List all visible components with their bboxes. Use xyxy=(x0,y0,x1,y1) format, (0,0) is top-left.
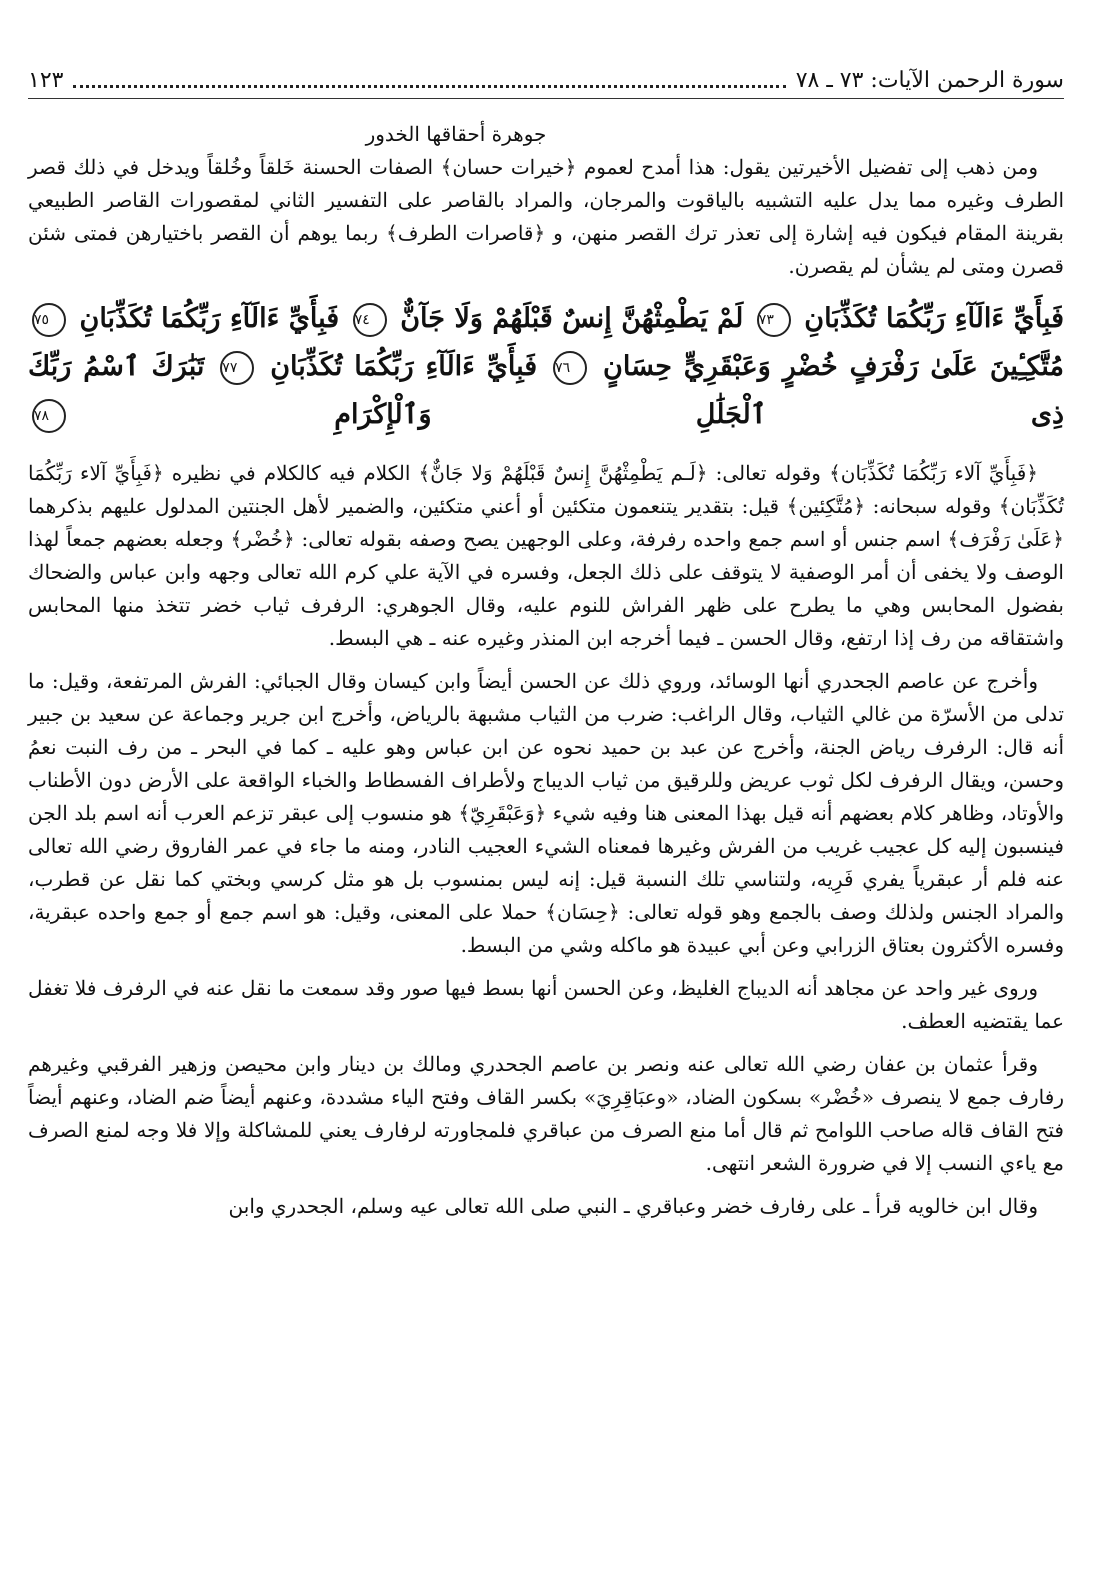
header-rule xyxy=(28,98,1064,99)
running-title: سورة الرحمن الآيات: ٧٣ ـ ٧٨ xyxy=(795,68,1064,93)
verse-77-text: فَبِأَيِّ ءَالَآءِ رَبِّكُمَا تُكَذِّبَانِ xyxy=(270,351,538,382)
book-page xyxy=(28,52,1064,1552)
verse-76-text: مُتَّكِـِٔينَ عَلَىٰ رَفْرَفٍ خُضْرٍ وَعَبْقَرِيٍّ حِسَانٍ xyxy=(603,351,1064,382)
verse-78-text: تَبَٰرَكَ ٱسْمُ رَبِّكَ ذِى ٱلْجَلَٰلِ وَٱلْإِكْرَامِ xyxy=(28,351,1064,430)
page-number: ١٢٣ xyxy=(28,68,64,93)
commentary-paragraph: وروى غير واحد عن مجاهد أنه الديباج الغليظ، وعن الحسن أنها بسط فيها صور وقد سمعت ما نقل عنه في الرفرف فلا تغفل عما يقتضيه العطف. xyxy=(28,976,1064,1033)
quran-verses-block xyxy=(28,295,1064,439)
ayah-number-marker: ٧٧ xyxy=(220,351,254,385)
ayah-number-marker: ٧٨ xyxy=(32,399,66,433)
ayah-number-marker: ٧٥ xyxy=(32,303,66,337)
commentary-paragraph: وأخرج عن عاصم الجحدري أنها الوسائد، وروي ذلك عن الحسن أيضاً وابن كيسان وقال الجبائي: الفرش المرتفعة، وقيل: ما تدلى من الأسرّة من غالي الثياب، وقال الراغب: ضرب من الثياب مشبهة بالرياض، وأخرج ابن جرير وجماعة عن سعيد بن جبير أنه قال: الرفرف رياض الجنة، وأخرج عن عبد بن حميد نحوه عن ابن عباس وهو عليه ـ كما في البحر ـ من رف النبت نعمُ وحسن، ويقال الرفرف لكل ثوب عريض وللرقيق من ثياب الديباج ولأطراف الفسطاط والخباء الواقعة على الأرض دون الأطناب والأوتاد، وظاهر كلام بعضهم أنه قيل بهذا المعنى هنا وفيه شيء ﴿وَعَبْقَرِيّ﴾ هو منسوب إلى عبقر تزعم العرب أنه اسم بلد الجن فينسبون إليه كل عجيب غريب من الفرش وغيرها فمعناه الشيء العجيب النادر، ومنه ما جاء في عمر الفاروق رضي الله تعالى عنه فلم أر عبقرياً يفري فَرِيه، ولتناسي تلك النسبة قيل: إنه ليس بمنسوب بل هو مثل كرسي وبختي كما نقل عن قطرب، والمراد الجنس ولذلك وصف بالجمع وهو قوله تعالى: ﴿حِسَان﴾ حملا على المعنى، وقيل: هو اسم جمع أو جمع واحده عبقرية، وفسره الأكثرون بعتاق الزرابي وعن أبي عبيدة هو ماكله وشي من البسط. xyxy=(28,669,1065,957)
ayah-number-marker: ٧٦ xyxy=(553,351,587,385)
ayah-number-marker: ٧٣ xyxy=(757,303,791,337)
verse-73-text: فَبِأَيِّ ءَالَآءِ رَبِّكُمَا تُكَذِّبَانِ xyxy=(804,303,1064,334)
leader-dots xyxy=(73,85,785,88)
commentary-paragraph: ﴿فَبِأَيِّ آلاء رَبِّكُمَا تُكَذِّبَان﴾ وقوله تعالى: ﴿لَـم يَطْمِثْهُنَّ إِنسٌ قَبْلَهُمْ وَلا جَانٌّ﴾ الكلام فيه كالكلام في نظيره ﴿فَبِأَيِّ آلاء رَبِّكُمَا تُكَذِّبَان﴾ وقوله سبحانه: ﴿مُتَّكِئين﴾ قيل: بتقدير يتنعمون متكئين أو أعني متكئين، والضمير لأهل الجنتين المدلول عليهم بذكرهما ﴿عَلَىٰ رَفْرَف﴾ اسم جنس أو اسم جمع واحده رفرفة، وعلى الوجهين يصح وصفه بقوله تعالى: ﴿خُضْر﴾ وجعله بعضهم جمعاً لهذا الوصف ولا يخفى أن أمر الوصفية لا يتوقف على ذلك الجعل، وفسره في الآية علي كرم الله تعالى وجهه وابن عباس والضحاك بفضول المحابس وهي ما يطرح على ظهر الفراش للنوم عليه، وقال الجوهري: الرفرف ثياب خضر تتخذ منها المحابس واشتقاقه من رف إذا ارتفع، وقال الحسن ـ فيما أخرجه ابن المنذر وغيره عنه ـ هي البسط. xyxy=(28,461,1064,650)
section-heading: جوهرة أحقاقها الخدور xyxy=(365,122,547,146)
ayah-number-marker: ٧٤ xyxy=(353,303,387,337)
commentary-paragraph: وقرأ عثمان بن عفان رضي الله تعالى عنه ونصر بن عاصم الجحدري ومالك بن دينار وابن محيصن وزهير الفرقبي وغيرهم رفارف جمع لا ينصرف «خُضْر» بسكون الضاد، «وعبَاقِرِيَ» بكسر القاف وفتح الياء مشددة، وعنهم أيضاً ضم الضاد، وعنهم أيضاً فتح القاف قاله صاحب اللوامح ثم قال أما منع الصرف من عباقري فلمجاورته لرفارف يعني للمشاكلة وإلا فلا وجه لمنع الصرف مع ياءي النسب إلا في ضرورة الشعر انتهى. xyxy=(28,1052,1064,1175)
verse-74-text: لَمْ يَطْمِثْهُنَّ إِنسٌ قَبْلَهُمْ وَلَا جَآنٌّ xyxy=(400,303,744,334)
commentary-paragraph: وقال ابن خالويه قرأ ـ على رفارف خضر وعباقري ـ النبي صلى الله تعالى عيه وسلم، الجحدري وابن xyxy=(228,1194,1038,1218)
verse-75-text: فَبِأَيِّ ءَالَآءِ رَبِّكُمَا تُكَذِّبَانِ xyxy=(79,303,340,334)
page-header xyxy=(28,52,1064,98)
intro-paragraph: ومن ذهب إلى تفضيل الأخيرتين يقول: هذا أمدح لعموم ﴿خيرات حسان﴾ الصفات الحسنة خَلقاً وخُلقاً ويدخل في ذلك قصر الطرف وغيره مما يدل عليه التشبيه بالياقوت والمرجان، والمراد بالقاصر على التفسير الثاني لمقصورات القاصر الطبيعي بقرينة المقام فيكون فيه إشارة إلى تعذر ترك القصر منهن، و ﴿قاصرات الطرف﴾ ربما يوهم أن القصر باختيارهن فمتى شئن قصرن ومتى لم يشأن لم يقصرن. xyxy=(28,155,1064,278)
